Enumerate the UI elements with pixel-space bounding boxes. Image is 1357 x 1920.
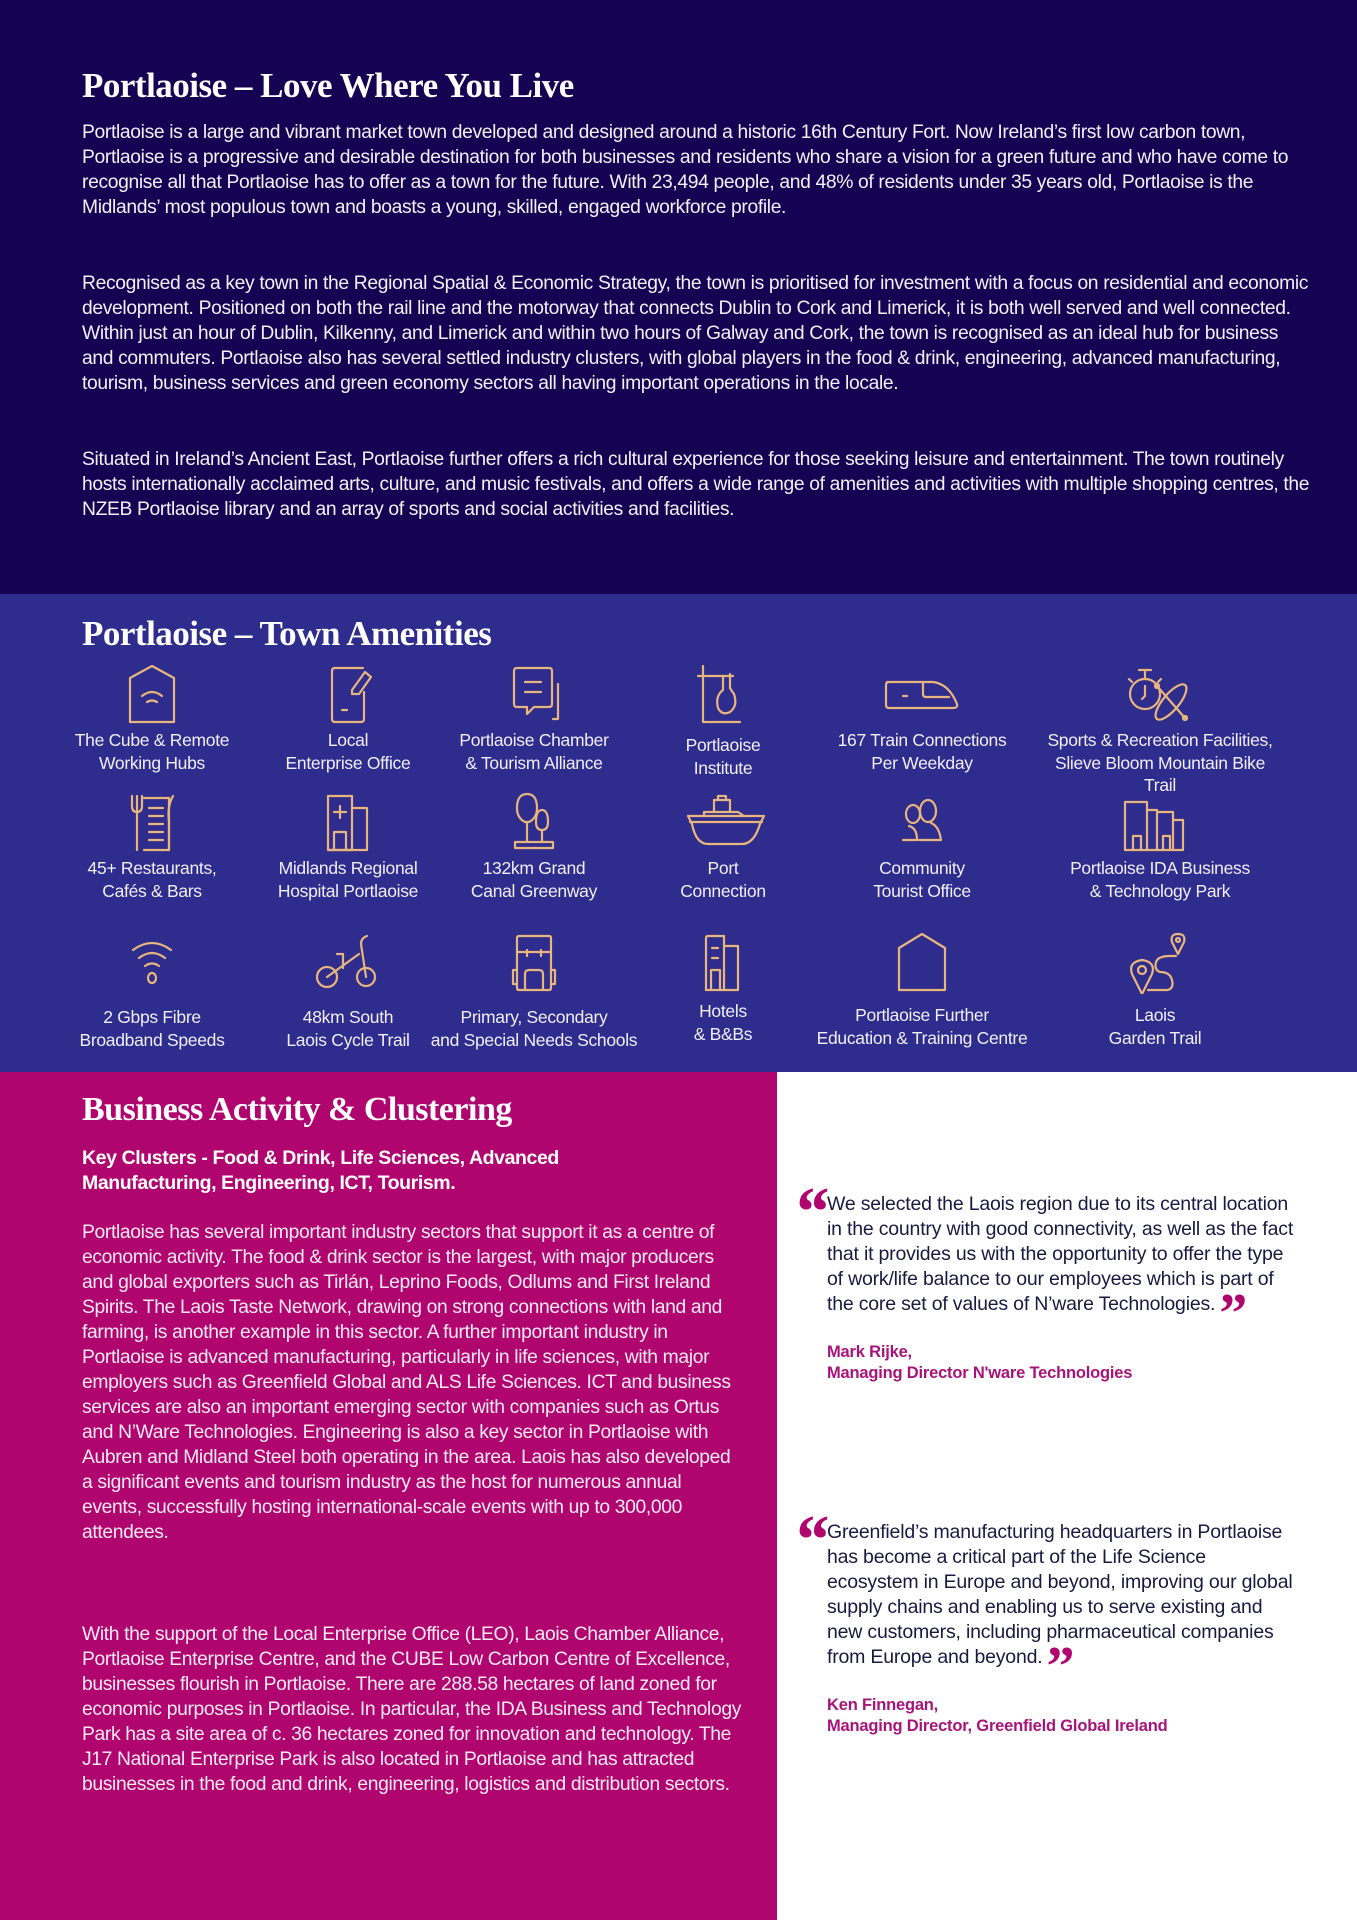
amenity-item: Portlaoise Chamber & Tourism Alliance xyxy=(414,664,654,774)
buildings-icon xyxy=(1115,792,1205,854)
business-paragraph: Portlaoise has several important industry sectors that support it as a centre of economic activity. The food & drink sector is the largest, with major producers and global exporters such as Tirlán, Leprino Foods, Odlums and First Ireland Spirits. The Laois Taste Network, drawing on strong connections with land and farming, is another example in this sector. A further important industry in Portlaoise is advanced manufacturing, particularly in life sciences, with major employers such as Greenfield Global and ALS Life Sciences. ICT and business services are also an important emerging sector with companies such as Ortus and N’Ware Technologies. Engineering is also a key sector in Portlaoise with Aubren and Midland Steel both operating in the area. Laois has also developed a significant events and tourism industry as the host for numerous annual events, successfully hosting international-scale events with up to 300,000 attendees. xyxy=(82,1222,731,1543)
open-quote-icon: “ xyxy=(793,1502,828,1579)
testimonial-quote xyxy=(793,1502,1297,1737)
amenity-item: The Cube & Remote Working Hubs xyxy=(32,664,272,774)
people-icon xyxy=(877,792,967,854)
amenity-item: 167 Train Connections Per Weekday xyxy=(802,664,1042,774)
amenity-item: Portlaoise Further Education & Training Centre xyxy=(802,932,1042,1049)
house-wifi-icon xyxy=(107,664,197,726)
intro-paragraph: Recognised as a key town in the Regional Spatial & Economic Strategy, the town is prioritised for investment with a focus on residential and economic development. Positioned on both the rail line and the motorway that connects Dublin to Cork and Limerick, it is both well served and well connected. Within just an hour of Dublin, Kilkenny, and Limerick and within two hours of Galway and Cork, the town is recognised as an ideal hub for business and commuters. Portlaoise also has several settled industry clusters, with global players in the food & drink, engineering, advanced manufacturing, tourism, business services and green economy sectors all having important operations in the locale. xyxy=(82,273,1309,394)
amenity-item: Portlaoise IDA Business & Technology Park xyxy=(1040,792,1280,902)
chat-bubble-icon xyxy=(489,664,579,726)
tablet-pen-icon xyxy=(303,664,393,726)
hotel-icon xyxy=(678,932,768,994)
amenity-item: Laois Garden Trail xyxy=(1035,932,1275,1049)
lab-flask-icon xyxy=(678,664,768,726)
intro-paragraph: Portlaoise is a large and vibrant market town developed and designed around a historic 16th Century Fort. Now Ireland’s first low carbon town, Portlaoise is a progressive and desirable destination for both businesses and residents who share a vision for a green future and who have come to recognise all that Portlaoise has to offer as a town for the future. With 23,494 people, and 48% of residents under 35 years old, Portlaoise is the Midlands’ most populous town and boasts a young, skilled, engaged workforce profile. xyxy=(82,122,1289,218)
map-route-icon xyxy=(1110,932,1200,994)
key-clusters-subtitle: Key Clusters - Food & Drink, Life Sciences, Advanced Manufacturing, Engineering, ICT, Tourism. xyxy=(82,1147,559,1194)
quote-author-role: Managing Director N'ware Technologies xyxy=(827,1364,1133,1382)
bicycle-icon xyxy=(303,932,393,994)
amenity-item: Community Tourist Office xyxy=(802,792,1042,902)
amenity-item: 45+ Restaurants, Cafés & Bars xyxy=(32,792,272,902)
amenity-item: 2 Gbps Fibre Broadband Speeds xyxy=(32,932,272,1051)
quote-attribution xyxy=(827,1695,1297,1737)
testimonials-section xyxy=(777,1072,1357,1920)
wifi-icon xyxy=(107,932,197,994)
intro-title: Portlaoise – Love Where You Live xyxy=(82,66,574,105)
amenity-item: 48km South Laois Cycle Trail xyxy=(228,932,468,1051)
trees-icon xyxy=(489,792,579,854)
train-icon xyxy=(877,664,967,726)
menu-cutlery-icon xyxy=(107,792,197,854)
close-quote-icon: ” xyxy=(1046,1636,1075,1698)
amenity-item: Midlands Regional Hospital Portlaoise xyxy=(228,792,468,902)
amenity-item: Port Connection xyxy=(603,792,843,902)
intro-section xyxy=(0,0,1357,594)
quote-text: We selected the Laois region due to its central location in the country with good connectivity, as well as the fact that it provides us with the opportunity to offer the type of work/life balance to our employees which is part of the core set of values of N’ware Technologies. xyxy=(827,1193,1294,1315)
quote-author-name: Mark Rijke, xyxy=(827,1343,912,1361)
hospital-icon xyxy=(303,792,393,854)
quote-text: Greenfield’s manufacturing headquarters in Portlaoise has become a critical part of the Life Science ecosystem in Europe and beyond, improving our global supply chains and enabling us to serve existing and new customers, including pharmaceutical companies from Europe and beyond. xyxy=(827,1521,1293,1668)
backpack-icon xyxy=(489,932,579,994)
stopwatch-kayak-icon xyxy=(1115,664,1205,726)
close-quote-icon: ” xyxy=(1219,1283,1248,1345)
amenity-item: Primary, Secondary and Special Needs Schools xyxy=(414,932,654,1051)
open-quote-icon: “ xyxy=(793,1174,828,1251)
amenity-item: Portlaoise Institute xyxy=(603,664,843,779)
business-title: Business Activity & Clustering xyxy=(82,1091,512,1128)
quote-author-role: Managing Director, Greenfield Global Ireland xyxy=(827,1717,1168,1735)
boat-icon xyxy=(678,792,768,854)
business-paragraph: With the support of the Local Enterprise Office (LEO), Laois Chamber Alliance, Portlaoise Enterprise Centre, and the CUBE Low Carbon Centre of Excellence, businesses flourish in Portlaoise. There are 288.58 hectares of land zoned for economic purposes in Portlaoise. In particular, the IDA Business and Technology Park has a site area of c. 36 hectares zoned for innovation and technology. The J17 National Enterprise Park is also located in Portlaoise and has attracted businesses in the food and drink, engineering, logistics and distribution sectors. xyxy=(82,1624,742,1795)
business-section xyxy=(0,1072,777,1920)
amenity-item: Sports & Recreation Facilities, Slieve Bloom Mountain Bike Trail xyxy=(1040,664,1280,797)
intro-paragraph: Situated in Ireland’s Ancient East, Portlaoise further offers a rich cultural experience for those seeking leisure and entertainment. The town routinely hosts internationally acclaimed arts, culture, and music festivals, and offers a wide range of amenities and activities with multiple shopping centres, the NZEB Portlaoise library and an array of sports and social activities and facilities. xyxy=(82,449,1310,520)
quote-author-name: Ken Finnegan, xyxy=(827,1696,939,1714)
quote-attribution xyxy=(827,1342,1297,1384)
house-outline-icon xyxy=(877,932,967,994)
testimonial-quote xyxy=(793,1174,1297,1384)
amenity-item: 132km Grand Canal Greenway xyxy=(414,792,654,902)
amenity-item: Local Enterprise Office xyxy=(228,664,468,774)
amenity-item: Hotels & B&Bs xyxy=(603,932,843,1045)
amenities-section xyxy=(0,594,1357,1072)
amenities-title: Portlaoise – Town Amenities xyxy=(82,614,492,653)
